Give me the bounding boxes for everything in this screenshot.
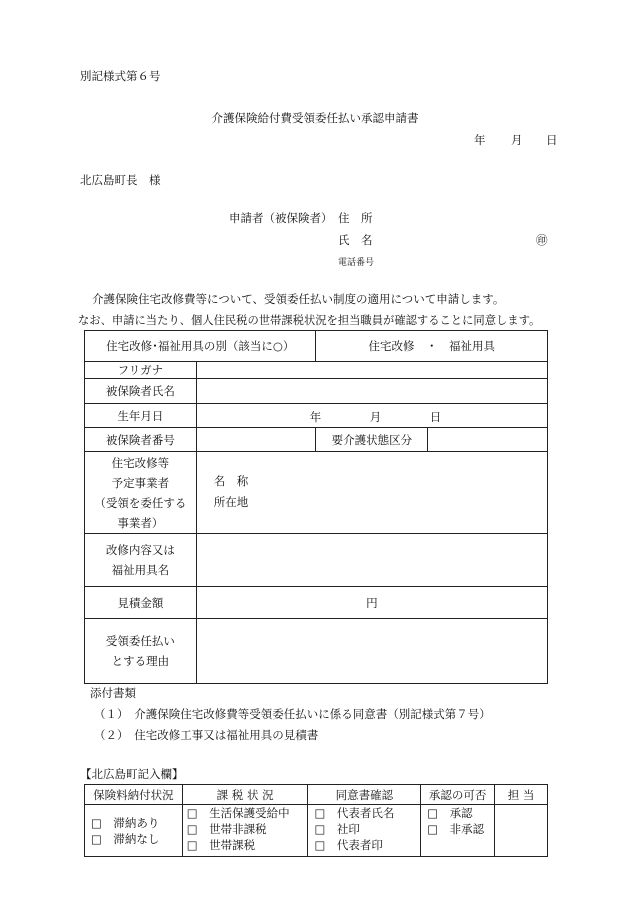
content-label-line: 改修内容又は bbox=[105, 543, 175, 557]
birth-day: 日 bbox=[429, 410, 442, 424]
checkbox-non-taxable[interactable]: □ 世帯非課税 bbox=[186, 822, 267, 836]
insured-name-field[interactable] bbox=[196, 379, 547, 404]
applicant-label: 申請者（被保険者） bbox=[229, 211, 333, 225]
address-label: 住 所 bbox=[338, 211, 373, 225]
approval-cell bbox=[421, 805, 495, 857]
date-month: 月 bbox=[511, 133, 523, 147]
phone-label: 電話番号 bbox=[338, 258, 375, 268]
estimate-label: 見積金額 bbox=[85, 587, 197, 619]
tax-cell bbox=[182, 805, 308, 857]
insured-number-label: 被保険者番号 bbox=[85, 428, 197, 452]
date-day: 日 bbox=[546, 133, 558, 147]
checkbox-welfare[interactable]: □ 生活保護受給中 bbox=[186, 806, 290, 820]
reason-field[interactable] bbox=[196, 619, 547, 684]
birth-date-label: 生年月日 bbox=[85, 404, 197, 428]
attachment-item: （２） 住宅改修工事又は福祉用具の見積書 bbox=[94, 728, 319, 742]
form-number: 別記様式第６号 bbox=[80, 69, 161, 83]
provider-label-line: 住宅改修等 bbox=[111, 455, 170, 470]
birth-month: 月 bbox=[369, 410, 382, 424]
col-approval: 承認の可否 bbox=[421, 785, 495, 805]
col-consent: 同意書確認 bbox=[308, 785, 421, 805]
document-title: 介護保険給付費受領委任払い承認申請書 bbox=[211, 111, 419, 125]
application-table bbox=[84, 330, 548, 684]
content-label bbox=[85, 534, 197, 587]
office-table bbox=[84, 784, 548, 857]
reason-label bbox=[85, 619, 197, 684]
type-label: 住宅改修･福祉用具の別（該当に○） bbox=[85, 331, 316, 362]
seal-mark: ㊞ bbox=[536, 233, 548, 247]
attachments-heading: 添付書類 bbox=[90, 686, 136, 700]
checkbox-approve[interactable]: □ 承認 bbox=[427, 806, 473, 820]
checkbox-company-seal[interactable]: □ 社印 bbox=[314, 822, 360, 836]
col-payment: 保険料納付状況 bbox=[85, 785, 183, 805]
provider-label-line: 事業者） bbox=[117, 515, 164, 530]
checkbox-disapprove[interactable]: □ 非承認 bbox=[427, 822, 485, 836]
furigana-label: フリガナ bbox=[85, 362, 197, 379]
checkbox-arrears[interactable]: □ 滞納あり bbox=[91, 815, 160, 830]
provider-address-label: 所在地 bbox=[213, 495, 249, 509]
care-level-field[interactable] bbox=[428, 428, 548, 452]
care-level-label: 要介護状態区分 bbox=[316, 428, 428, 452]
furigana-field[interactable] bbox=[196, 362, 547, 379]
birth-year: 年 bbox=[309, 410, 322, 424]
name-label: 氏 名 bbox=[338, 233, 373, 247]
birth-date-field[interactable] bbox=[196, 404, 547, 428]
staff-cell[interactable] bbox=[495, 805, 548, 857]
checkbox-no-arrears[interactable]: □ 滞納なし bbox=[91, 831, 160, 846]
estimate-field[interactable]: 円 bbox=[196, 587, 547, 619]
consent-cell bbox=[308, 805, 421, 857]
insured-number-field[interactable] bbox=[196, 428, 316, 452]
insured-name-label: 被保険者氏名 bbox=[85, 379, 197, 404]
content-field[interactable] bbox=[196, 534, 547, 587]
reason-label-line: 受領委任払い bbox=[105, 634, 175, 648]
content-label-line: 福祉用具名 bbox=[111, 563, 170, 577]
addressee: 北広島町長 様 bbox=[80, 173, 161, 187]
provider-label-line: （受領を委任する bbox=[94, 495, 187, 510]
provider-name-label: 名 称 bbox=[213, 474, 249, 488]
checkbox-rep-seal[interactable]: □ 代表者印 bbox=[314, 838, 383, 852]
checkbox-rep-name[interactable]: □ 代表者氏名 bbox=[314, 806, 395, 820]
col-staff: 担 当 bbox=[495, 785, 548, 805]
payment-cell bbox=[85, 805, 183, 857]
type-options[interactable]: 住宅改修 ・ 福祉用具 bbox=[316, 331, 548, 362]
body-line-2: なお、申請に当たり、個人住民税の世帯課税状況を担当職員が確認することに同意します。 bbox=[78, 314, 541, 327]
checkbox-taxable[interactable]: □ 世帯課税 bbox=[186, 838, 256, 852]
provider-field[interactable] bbox=[196, 452, 547, 534]
office-heading: 【北広島町記入欄】 bbox=[80, 767, 184, 781]
attachment-item: （１） 介護保険住宅改修費等受領委任払いに係る同意書（別記様式第７号） bbox=[94, 707, 491, 721]
date-year: 年 bbox=[474, 133, 486, 147]
body-line-1: 介護保険住宅改修費等について、受領委任払い制度の適用について申請します。 bbox=[92, 292, 505, 306]
reason-label-line: とする理由 bbox=[111, 654, 170, 668]
provider-label bbox=[85, 452, 197, 534]
col-tax: 課 税 状 況 bbox=[182, 785, 308, 805]
provider-label-line: 予定事業者 bbox=[111, 475, 170, 490]
